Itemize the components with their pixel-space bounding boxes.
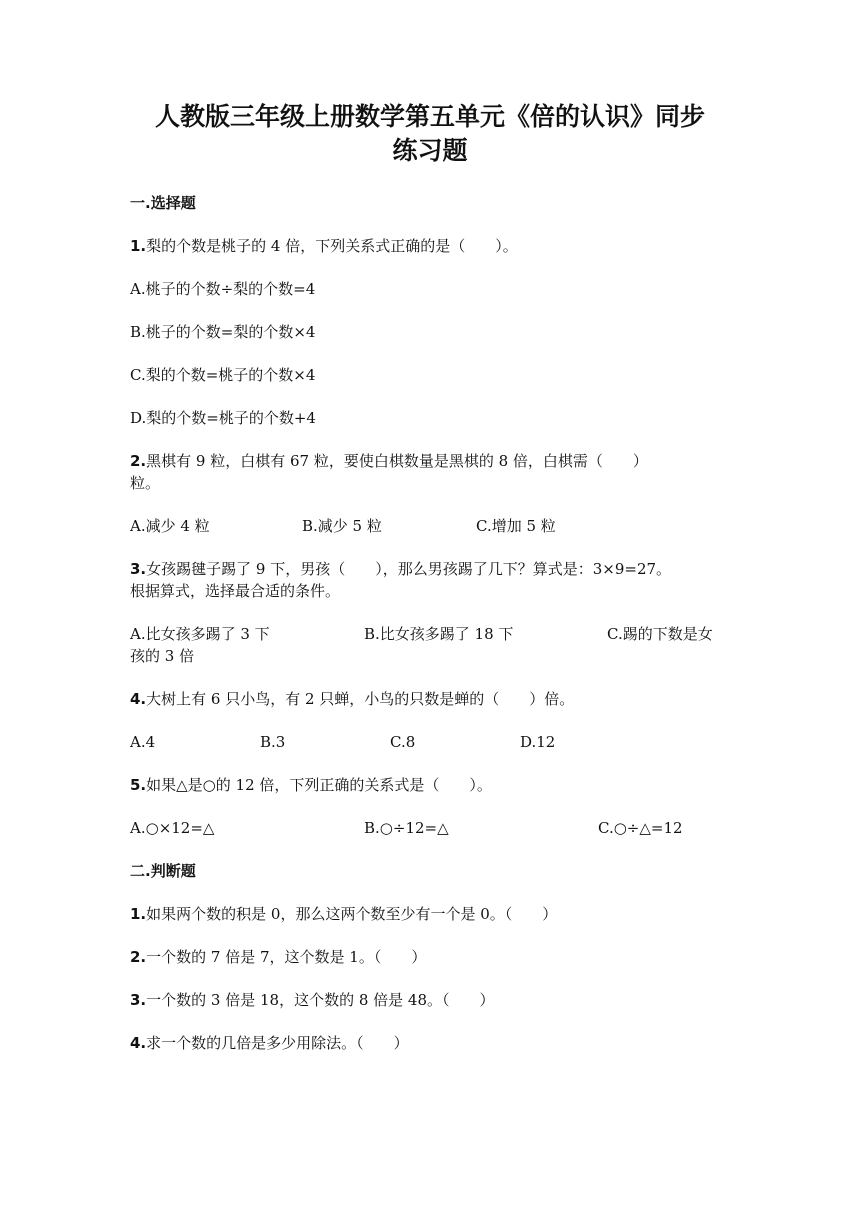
question-2: [130, 450, 730, 472]
option-2a: A.减少 4 粒: [130, 517, 210, 535]
option-3c-wrap: 孩的 3 倍: [130, 647, 195, 665]
question-text: 如果△是○的 12 倍，下列正确的关系式是（ ）。: [146, 776, 492, 794]
question-1: [130, 235, 730, 257]
option-3c: C.踢的下数是女: [607, 625, 713, 643]
question-number: 1.: [130, 905, 147, 923]
option-2c: C.增加 5 粒: [476, 517, 556, 535]
question-number: 4.: [130, 1034, 147, 1052]
question-4: [130, 688, 730, 710]
option-4c: C.8: [390, 733, 416, 751]
question-text: 一个数的 7 倍是 7，这个数是 1。（ ）: [146, 948, 427, 966]
option-1d: D.梨的个数=桃子的个数+4: [130, 409, 316, 427]
question-text: 如果两个数的积是 0，那么这两个数至少有一个是 0。（ ）: [146, 905, 558, 923]
section-heading-choice: 一.选择题: [130, 194, 196, 212]
option-5b: B.○÷12=△: [364, 819, 449, 837]
title-line-2: 练习题: [392, 136, 468, 165]
question-text: 大树上有 6 只小鸟，有 2 只蝉，小鸟的只数是蝉的（ ）倍。: [146, 690, 575, 708]
option-3a: A.比女孩多踢了 3 下: [130, 625, 270, 643]
question-number: 1.: [130, 237, 147, 255]
option-4a: A.4: [130, 733, 156, 751]
page-title: [0, 100, 860, 168]
question-text: 黑棋有 9 粒，白棋有 67 粒，要使白棋数量是黑棋的 8 倍，白棋需（ ）: [146, 452, 648, 470]
question-5: [130, 774, 730, 796]
question-text: 梨的个数是桃子的 4 倍，下列关系式正确的是（ ）。: [146, 237, 518, 255]
question-3: [130, 558, 750, 580]
section-heading-judgement: 二.判断题: [130, 862, 196, 880]
question-2-line-2: 粒。: [130, 474, 161, 492]
question-number: 3.: [130, 991, 147, 1009]
title-line-1: 人教版三年级上册数学第五单元《倍的认识》同步: [154, 102, 705, 131]
question-number: 3.: [130, 560, 147, 578]
judge-question-2: [130, 946, 730, 968]
option-2b: B.减少 5 粒: [302, 517, 382, 535]
option-4d: D.12: [520, 733, 556, 751]
question-number: 4.: [130, 690, 147, 708]
judge-question-3: [130, 989, 730, 1011]
option-5a: A.○×12=△: [130, 819, 215, 837]
option-1a: A.桃子的个数÷梨的个数=4: [130, 280, 316, 298]
option-4b: B.3: [260, 733, 286, 751]
question-number: 5.: [130, 776, 147, 794]
option-5c: C.○÷△=12: [598, 819, 683, 837]
option-1b: B.桃子的个数=梨的个数×4: [130, 323, 316, 341]
judge-question-1: [130, 903, 730, 925]
question-text: 女孩踢毽子踢了 9 下，男孩（ ），那么男孩踢了几下？算式是：3×9=27。: [146, 560, 672, 578]
option-1c: C.梨的个数=桃子的个数×4: [130, 366, 316, 384]
option-3b: B.比女孩多踢了 18 下: [364, 625, 514, 643]
question-text: 一个数的 3 倍是 18，这个数的 8 倍是 48。（ ）: [146, 991, 495, 1009]
question-text: 求一个数的几倍是多少用除法。（ ）: [146, 1034, 409, 1052]
question-number: 2.: [130, 948, 147, 966]
judge-question-4: [130, 1032, 730, 1054]
question-3-line-2: 根据算式，选择最合适的条件。: [130, 582, 341, 600]
question-number: 2.: [130, 452, 147, 470]
